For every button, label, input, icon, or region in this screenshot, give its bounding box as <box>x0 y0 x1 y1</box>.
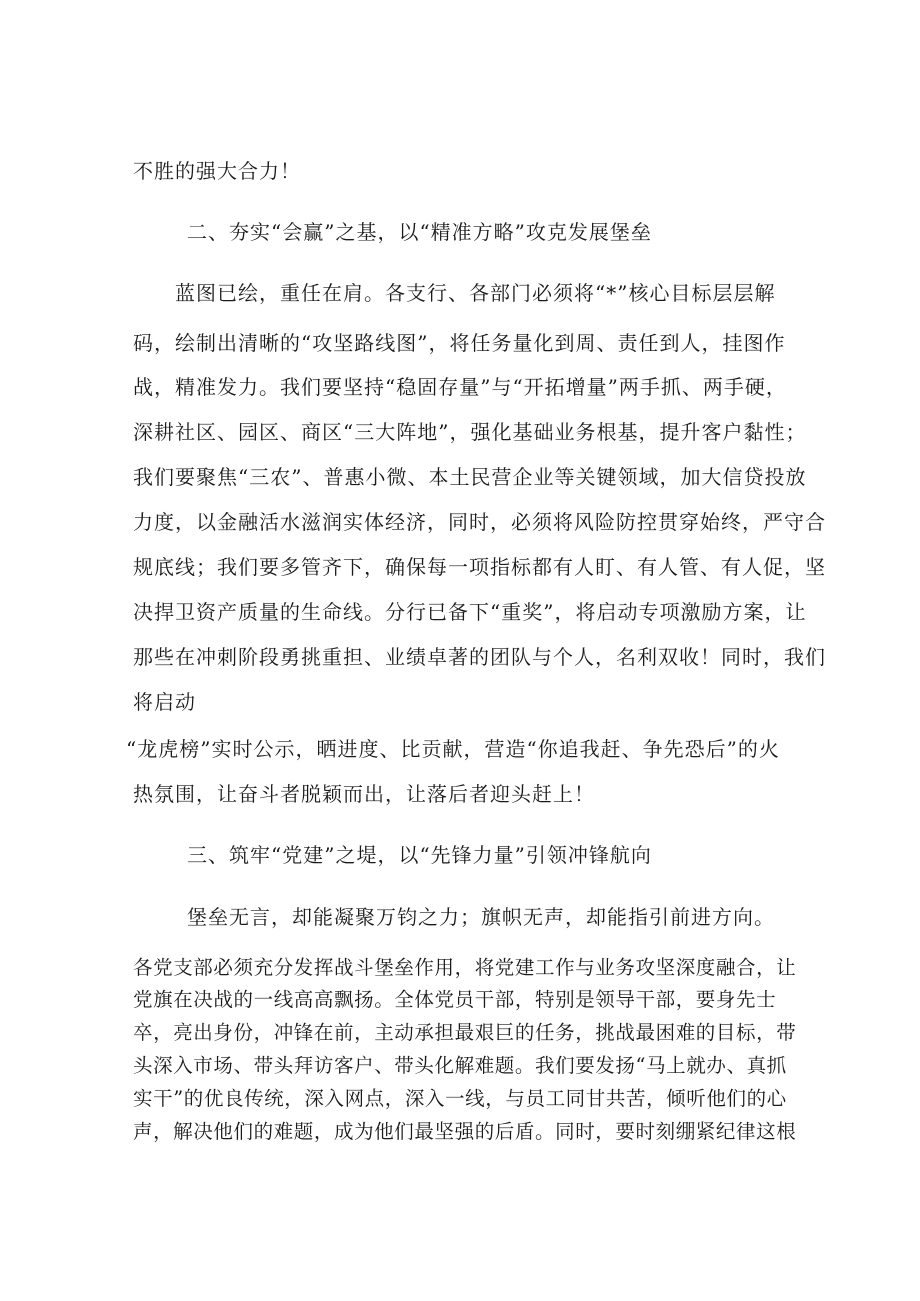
paragraph-line: 我们要聚焦“三农”、普惠小微、本土民营企业等关键领域，加大信贷投放 <box>133 465 807 489</box>
paragraph-line: 头深入市场、带头拜访客户、带头化解难题。我们要发扬“马上就办、真抓 <box>133 1054 787 1077</box>
section-heading-3: 三、筑牢“党建”之堤，以“先锋力量”引领冲锋航向 <box>187 843 652 867</box>
paragraph-line: 战，精准发力。我们要坚持“稳固存量”与“开拓增量”两手抓、两手硬， <box>133 375 787 399</box>
paragraph-line: 党旗在决战的一线高高飘扬。全体党员干部，特别是领导干部，要身先士 <box>133 988 777 1011</box>
paragraph-line: 规底线；我们要多管齐下，确保每一项指标都有人盯、有人管、有人促，坚 <box>133 555 826 579</box>
paragraph-line: 各党支部必须充分发挥战斗堡垒作用，将党建工作与业务攻坚深度融合，让 <box>133 956 797 979</box>
paragraph-line: 声，解决他们的难题，成为他们最坚强的后盾。同时，要时刻绷紧纪律这根 <box>133 1120 797 1143</box>
paragraph-line: 蓝图已绘，重任在肩。各支行、各部门必须将“*”核心目标层层解 <box>175 281 776 305</box>
paragraph-line: 将启动 <box>133 690 196 714</box>
paragraph-line: 码，绘制出清晰的“攻坚路线图”，将任务量化到周、责任到人，挂图作 <box>133 331 786 355</box>
paragraph-line: 决捍卫资产质量的生命线。分行已备下“重奖”，将启动专项激励方案，让 <box>133 600 807 624</box>
paragraph-line: 不胜的强大合力！ <box>133 159 301 183</box>
paragraph-line: 力度，以金融活水滋润实体经济，同时，必须将风险防控贯穿始终，严守合 <box>133 510 826 534</box>
paragraph-line: “龙虎榜”实时公示，晒进度、比贡献，营造“你追我赶、争先恐后”的火 <box>126 737 780 761</box>
paragraph-line: 实干”的优良传统，深入网点，深入一线，与员工同甘共苦，倾听他们的心 <box>133 1087 787 1110</box>
paragraph-line: 那些在冲刺阶段勇挑重担、业绩卓著的团队与个人，名利双收！同时，我们 <box>133 645 826 669</box>
paragraph-line: 卒，亮出身份，冲锋在前，主动承担最艰巨的任务，挑战最困难的目标，带 <box>133 1021 797 1044</box>
paragraph-line: 热氛围，让奋斗者脱颖而出，让落后者迎头赶上！ <box>133 782 595 806</box>
paragraph-line: 堡垒无言，却能凝聚万钧之力；旗帜无声，却能指引前进方向。 <box>187 905 775 929</box>
section-heading-2: 二、夯实“会赢”之基，以“精准方略”攻克发展堡垒 <box>187 220 652 244</box>
paragraph-line: 深耕社区、园区、商区“三大阵地”，强化基础业务根基，提升客户黏性； <box>133 420 807 444</box>
